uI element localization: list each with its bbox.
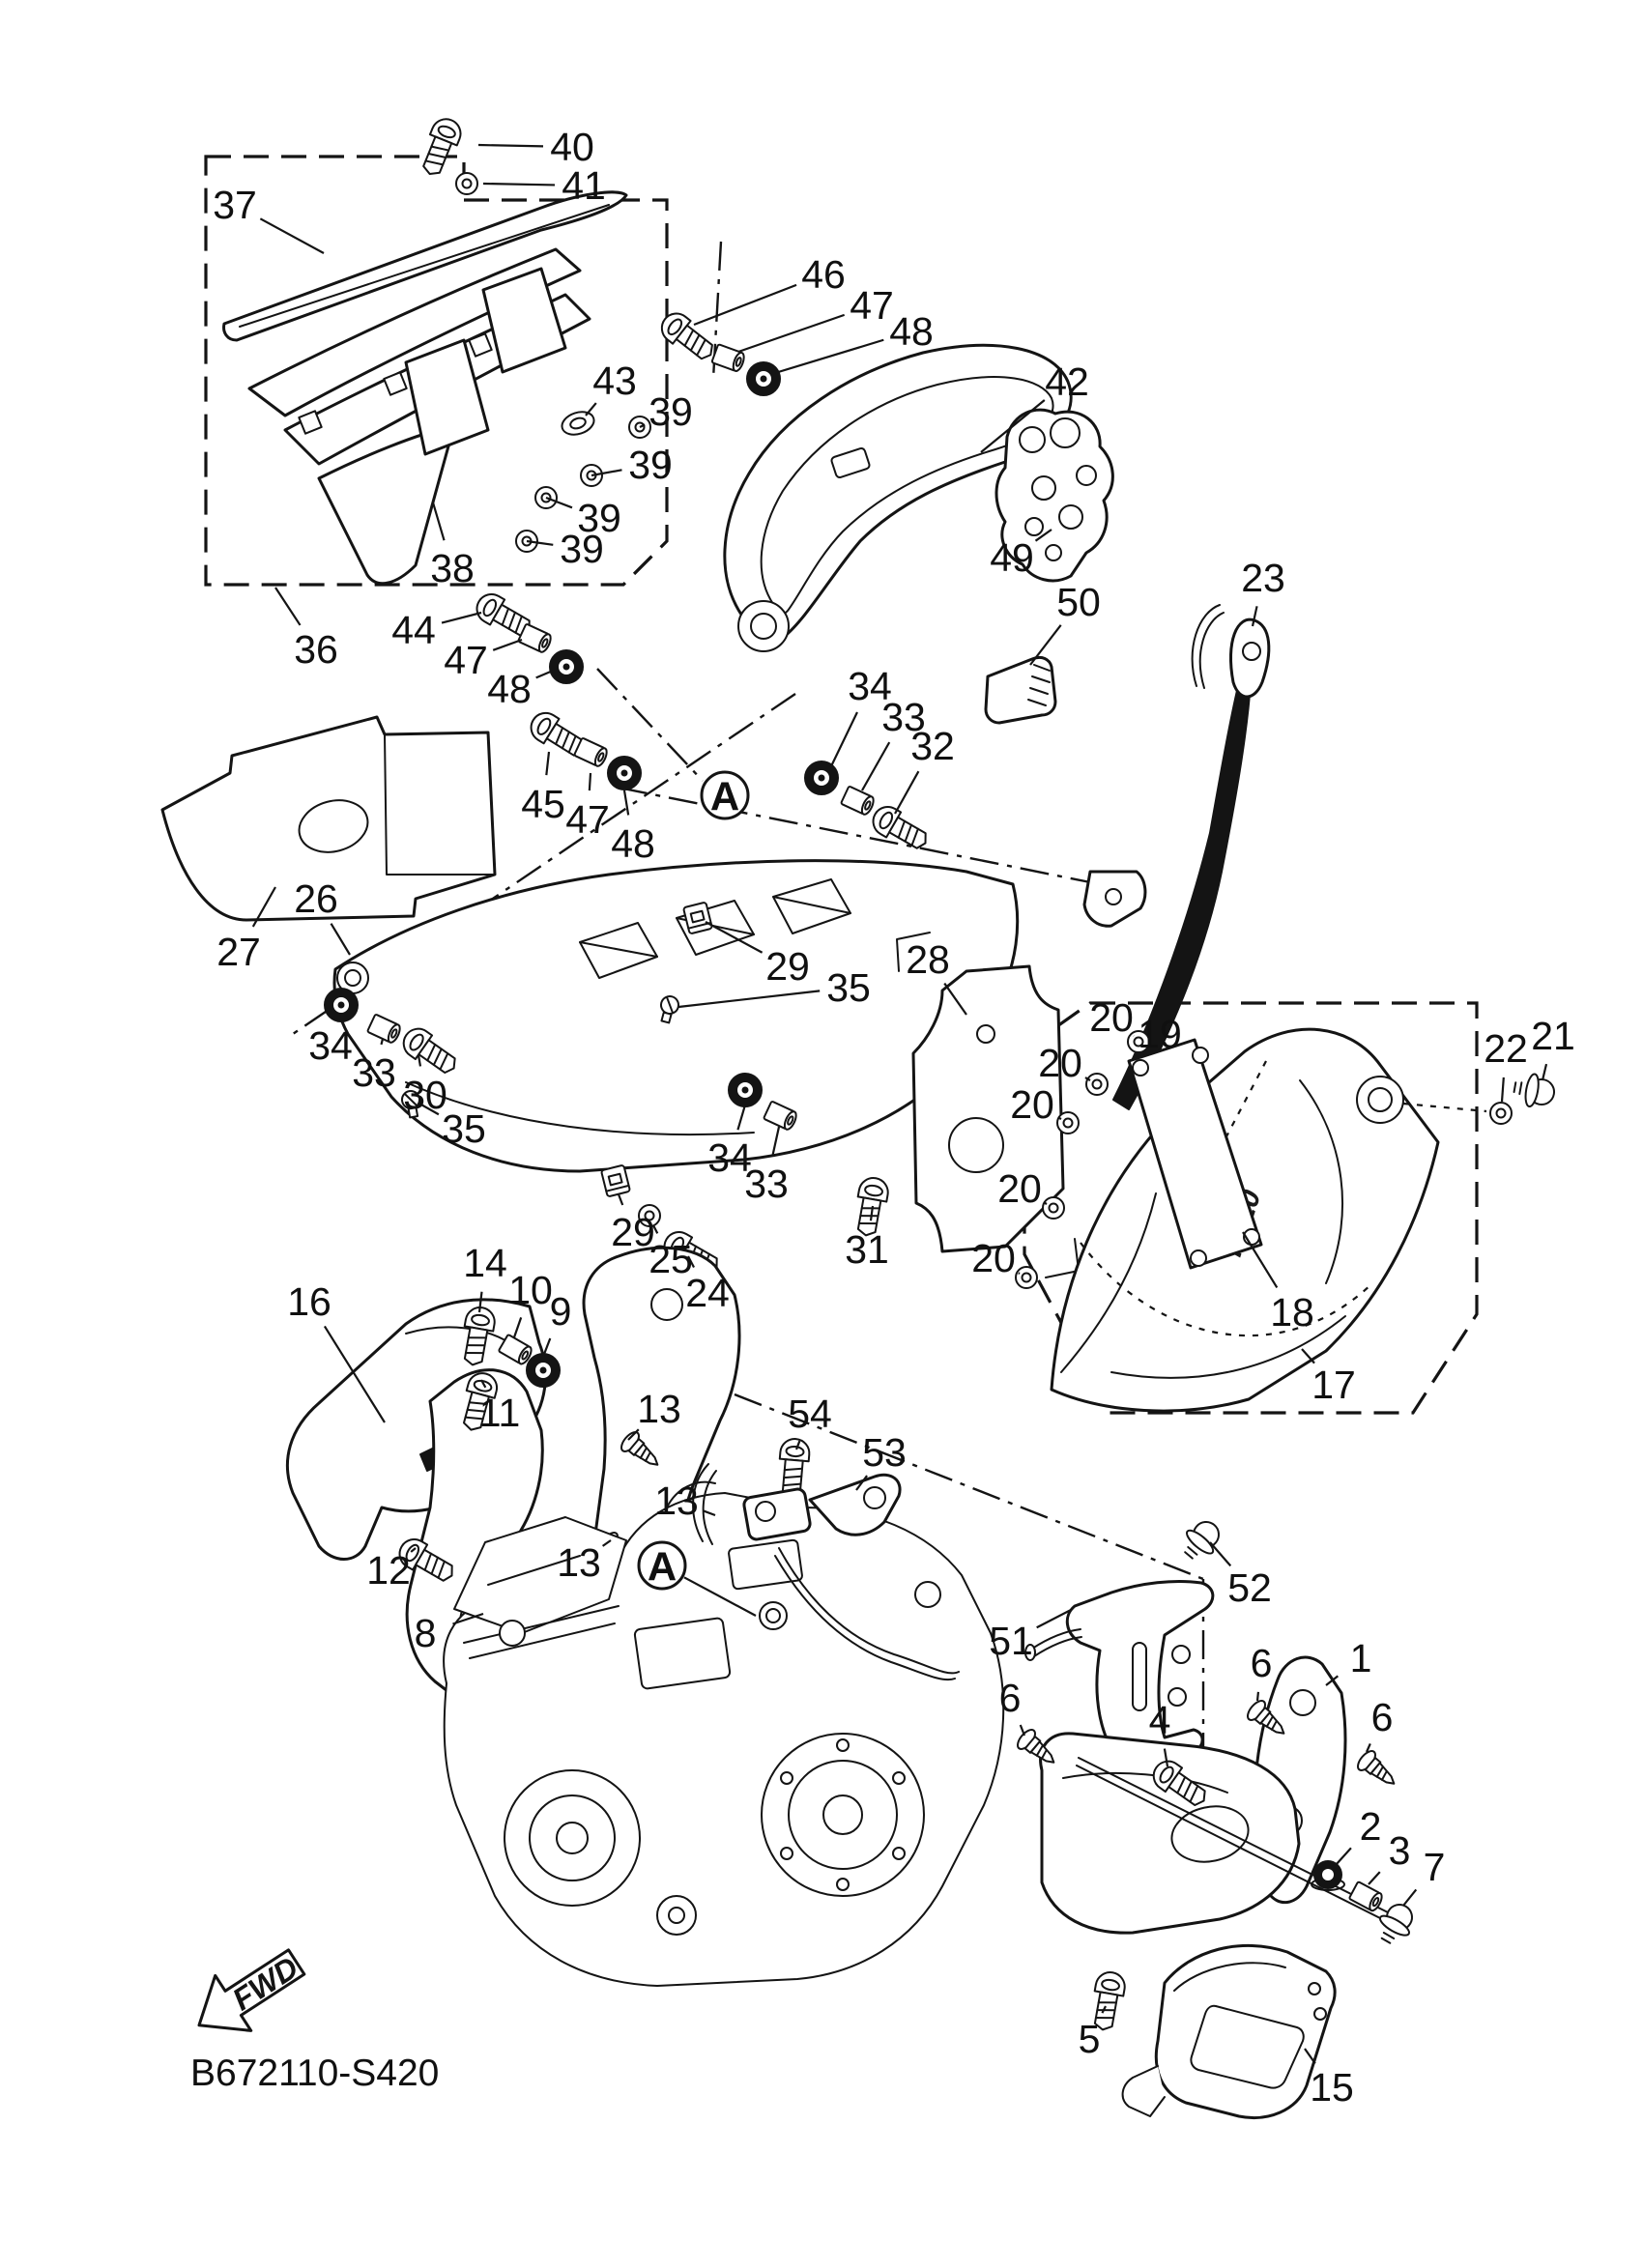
callout-23: 23 [1241,556,1285,600]
callout-17: 17 [1312,1363,1356,1407]
callout-20: 20 [997,1166,1042,1211]
callout-12: 12 [366,1548,411,1593]
callout-52: 52 [1227,1565,1272,1610]
callout-47: 47 [444,638,488,682]
callout-11: 11 [478,1391,521,1435]
leader-47 [590,773,591,790]
part-bottom-cover-15 [1088,1945,1335,2117]
fasteners-34-33-32 [805,761,933,855]
leader-21 [1542,1064,1546,1080]
leader-33 [862,742,889,790]
callout-43: 43 [592,359,637,403]
leader-38 [433,502,445,540]
callout-34: 34 [707,1135,752,1180]
leader-20 [1019,1273,1020,1274]
callout-24: 24 [685,1271,730,1315]
callout-48: 48 [889,309,934,354]
fasteners-46-47-48 [656,307,780,395]
callout-37: 37 [213,183,257,227]
callout-48: 48 [487,667,532,711]
callout-6: 6 [1250,1641,1273,1685]
callout-49: 49 [990,535,1034,580]
callout-15: 15 [1310,2065,1354,2110]
callout-10: 10 [508,1268,553,1312]
callout-46: 46 [801,252,846,297]
callout-35: 35 [826,965,871,1010]
leader-29 [619,1194,622,1205]
leader-2 [1336,1848,1351,1865]
leader-37 [260,218,324,253]
fwd-arrow [181,1935,314,2053]
callout-9: 9 [549,1289,572,1334]
callout-42: 42 [1045,359,1089,404]
callout-48: 48 [611,821,655,866]
callout-20: 20 [971,1236,1016,1280]
part-bracket-51 [1025,1514,1226,1761]
leader-44 [442,613,481,623]
callout-2: 2 [1359,1804,1382,1849]
callout-30: 30 [403,1073,447,1117]
part-engine [444,1482,1003,1986]
callout-35: 35 [442,1106,486,1151]
part-clip-43 [559,408,596,438]
leader-33 [381,1039,383,1045]
leader-52 [1210,1542,1230,1565]
callout-33: 33 [352,1050,396,1095]
callout-7: 7 [1423,1845,1446,1889]
callout-8: 8 [414,1611,437,1655]
leader-7 [1403,1889,1416,1906]
callout-51: 51 [989,1619,1033,1663]
callout-6: 6 [1370,1695,1394,1739]
leader-34 [831,712,857,766]
callout-39: 39 [628,443,673,487]
fasteners-45-47-48 [526,707,641,789]
callout-36: 36 [294,627,338,672]
leader-48 [775,340,883,373]
leader-41 [483,184,555,185]
leader-20 [1058,1117,1061,1119]
callout-47: 47 [565,797,610,842]
callout-33: 33 [881,695,926,739]
callout-45: 45 [521,782,565,826]
leader-47 [493,640,522,650]
callout-28: 28 [906,937,950,982]
leader-26 [331,924,350,955]
callout-6: 6 [998,1676,1022,1720]
callout-21: 21 [1531,1014,1575,1058]
callout-29: 29 [765,944,810,989]
leader-6 [1257,1692,1258,1701]
leader-20 [1045,1203,1047,1204]
callout-13: 13 [654,1479,699,1523]
callout-20: 20 [1089,995,1134,1040]
callout-44: 44 [391,608,436,652]
fastener-40-41 [417,115,477,194]
callout-3: 3 [1388,1828,1411,1873]
callout-29: 29 [611,1210,655,1254]
leader-48 [624,790,628,815]
diagram-code: B672110-S420 [190,2053,440,2094]
leader-22 [1502,1077,1504,1102]
callout-53: 53 [862,1430,907,1475]
callout-39: 39 [577,496,621,540]
callout-20: 20 [1038,1041,1082,1085]
leader-36 [275,588,301,625]
callout-47: 47 [850,283,894,328]
callout-25: 25 [649,1237,693,1281]
callout-27: 27 [216,930,261,974]
callout-34: 34 [308,1023,353,1068]
callout-4: 4 [1148,1698,1171,1742]
leader-47 [738,315,845,352]
callout-26: 26 [294,876,338,921]
callout-13: 13 [637,1387,681,1431]
callout-20: 20 [1010,1082,1054,1127]
leader-46 [694,285,796,325]
callout-40: 40 [550,125,594,169]
leader-45 [546,752,549,775]
callout-31: 31 [845,1227,889,1272]
leader-48 [536,671,553,677]
section-marker-label: A [709,773,740,819]
callout-38: 38 [430,546,475,590]
part-side-cover-17 [1052,1029,1486,1411]
callout-41: 41 [562,163,606,208]
callout-16: 16 [287,1279,331,1324]
leader-3 [1369,1872,1380,1884]
callout-1: 1 [1349,1636,1372,1680]
callout-32: 32 [910,724,955,768]
part-pad-50 [986,657,1055,723]
part-bracket-1-and-cowl [1015,1657,1421,1949]
callout-54: 54 [788,1392,832,1436]
callout-34: 34 [848,664,892,708]
callout-33: 33 [744,1162,789,1206]
leader-51 [1037,1610,1071,1627]
fwd-label: FWD [226,1949,304,2018]
callout-14: 14 [463,1241,507,1285]
leader-40 [478,145,543,146]
section-marker-label: A [647,1543,677,1590]
callout-39: 39 [560,527,604,571]
callout-13: 13 [557,1540,601,1585]
leader-32 [895,771,918,814]
callout-39: 39 [649,389,693,434]
callout-19: 19 [1138,1012,1182,1056]
callout-18: 18 [1270,1290,1314,1335]
callout-22: 22 [1484,1026,1528,1071]
callout-5: 5 [1078,2017,1101,2061]
callout-50: 50 [1056,580,1101,624]
